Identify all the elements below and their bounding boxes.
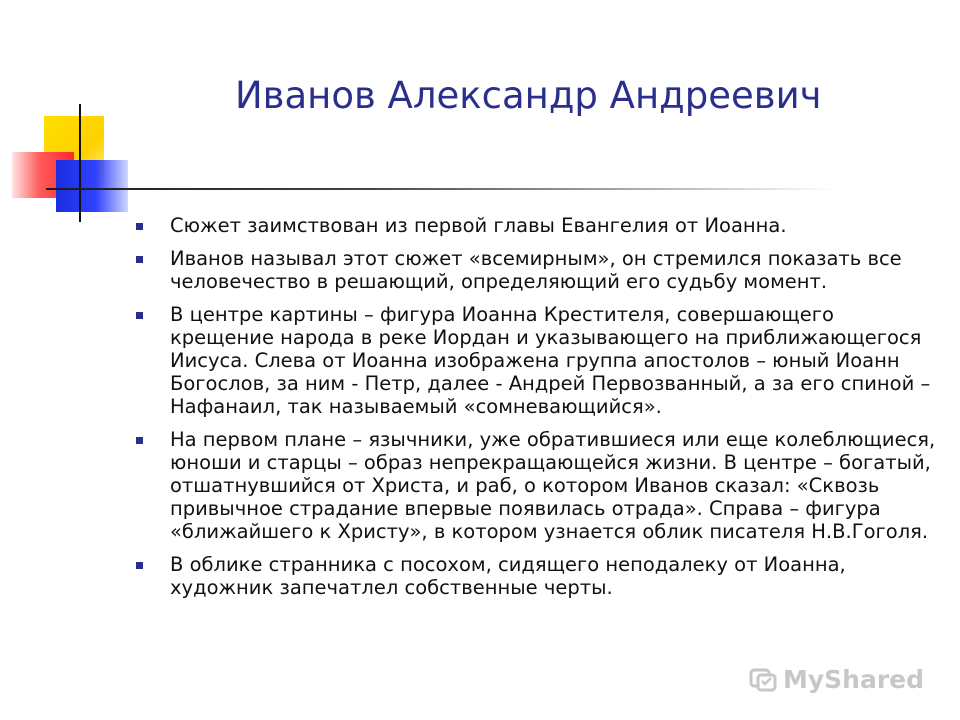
bullet-square-icon — [136, 437, 143, 444]
bullet-text: Иванов называл этот сюжет «всемирным», он стремился показать все человечество в решающий, определяющий его судьбу момент. — [170, 247, 902, 293]
bullet-item — [130, 553, 940, 599]
bullet-text: В облике странника с посохом, сидящего неподалеку от Иоанна, художник запечатлел собственные черты. — [170, 553, 846, 599]
bullet-list — [130, 214, 940, 599]
title-divider-line — [46, 188, 836, 190]
decorative-blue-square — [56, 160, 128, 212]
bullet-square-icon — [136, 256, 143, 263]
slide-content — [130, 214, 940, 609]
myshared-logo-icon — [749, 666, 777, 694]
bullet-item — [130, 247, 940, 293]
bullet-square-icon — [136, 562, 143, 569]
watermark-text: MyShared — [782, 665, 924, 694]
myshared-watermark — [749, 665, 924, 694]
bullet-text: Сюжет заимствован из первой главы Евангелия от Иоанна. — [170, 214, 787, 237]
slide-title: Иванов Александр Андреевич — [235, 74, 822, 117]
bullet-item — [130, 428, 940, 543]
bullet-item — [130, 303, 940, 418]
bullet-square-icon — [136, 312, 143, 319]
bullet-item — [130, 214, 940, 237]
bullet-text: На первом плане – язычники, уже обратившиеся или еще колеблющиеся, юноши и старцы – образ непрекращающейся жизни. В центре – богатый, отшатнувшийся от Христа, и раб, о котором Иванов сказал: «Сквозь привычное страдание впервые появилась отрада». Справа – фигура «ближайшего к Христу», в котором узнается облик писателя Н.В.Гоголя. — [170, 428, 936, 543]
bullet-text: В центре картины – фигура Иоанна Крестителя, совершающего крещение народа в реке Иордан и указывающего на приближающегося Иисуса. Слева от Иоанна изображена группа апостолов – юный Иоанн Богослов, за ним - Петр, далее - Андрей Первозванный, а за его спиной – Нафанаил, так называемый «сомневающийся». — [170, 303, 931, 418]
decorative-vertical-line — [79, 104, 81, 222]
bullet-square-icon — [136, 223, 143, 230]
